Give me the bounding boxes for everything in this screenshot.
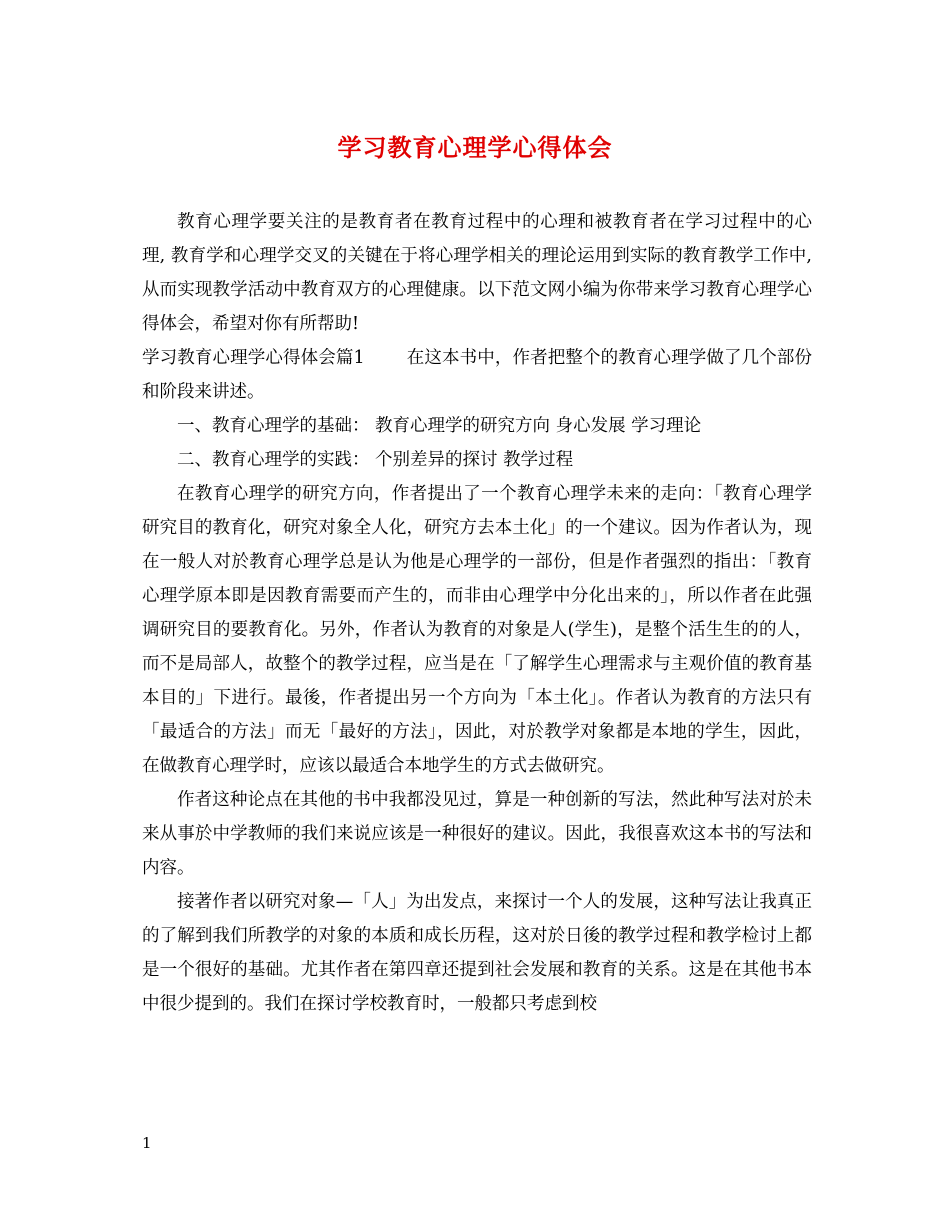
body-paragraph-development: 接著作者以研究对象—「人」为出发点，来探讨一个人的发展，这种写法让我真正的了解到我们所教学的对象的本质和成长历程，这对於日後的教学过程和教学检讨上都是一个很好的基础。尤其作者在第四章还提到社会发展和教育的关系。这是在其他书本中很少提到的。我们在探讨学校教育时，一般都只考虑到校: [142, 892, 812, 1014]
section-heading: 学习教育心理学心得体会篇1: [142, 348, 365, 368]
section-text: 在这本书中，作者把整个的教育心理学做了几个部份和阶段来讲述。: [142, 348, 813, 402]
body-paragraph-opinion: 作者这种论点在其他的书中我都没见过，算是一种创新的写法，然此种写法对於未来从事於中学教师的我们来说应该是一种很好的建议。因此，我很喜欢这本书的写法和内容。: [142, 790, 812, 878]
intro-paragraph: 教育心理学要关注的是教育者在教育过程中的心理和被教育者在学习过程中的心理, 教育学和心理学交叉的关键在于将心理学相关的理论运用到实际的教育教学工作中, 从而实现教学活动中教育双方的心理健康。以下范文网小编为你带来学习教育心理学心得体会，希望对你有所帮助!: [142, 212, 812, 334]
section-intro-paragraph: [142, 341, 812, 409]
document-body: [142, 205, 812, 1021]
outline-item-2: 二、教育心理学的实践： 个别差异的探讨 教学过程: [177, 450, 574, 470]
outline-item-1: 一、教育心理学的基础： 教育心理学的研究方向 身心发展 学习理论: [177, 416, 702, 436]
page-number: 1: [142, 1134, 152, 1152]
body-paragraph-research-direction: 在教育心理学的研究方向，作者提出了一个教育心理学未来的走向：「教育心理学研究目的教育化，研究对象全人化，研究方去本土化」的一个建议。因为作者认为，现在一般人对於教育心理学总是认为他是心理学的一部份，但是作者强烈的指出：「教育心理学原本即是因教育需要而产生的，而非由心理学中分化出来的」，所以作者在此强调研究目的要教育化。另外，作者认为教育的对象是人(学生)，是整个活生生的的人，而不是局部人，故整个的教学过程，应当是在「了解学生心理需求与主观价值的教育基本目的」下进行。最後，作者提出另一个方向为「本土化」。作者认为教育的方法只有「最适合的方法」而无「最好的方法」，因此，对於教学对象都是本地的学生，因此，在做教育心理学时，应该以最适合本地学生的方式去做研究。: [142, 484, 812, 776]
document-title: 学习教育心理学心得体会: [337, 133, 613, 162]
